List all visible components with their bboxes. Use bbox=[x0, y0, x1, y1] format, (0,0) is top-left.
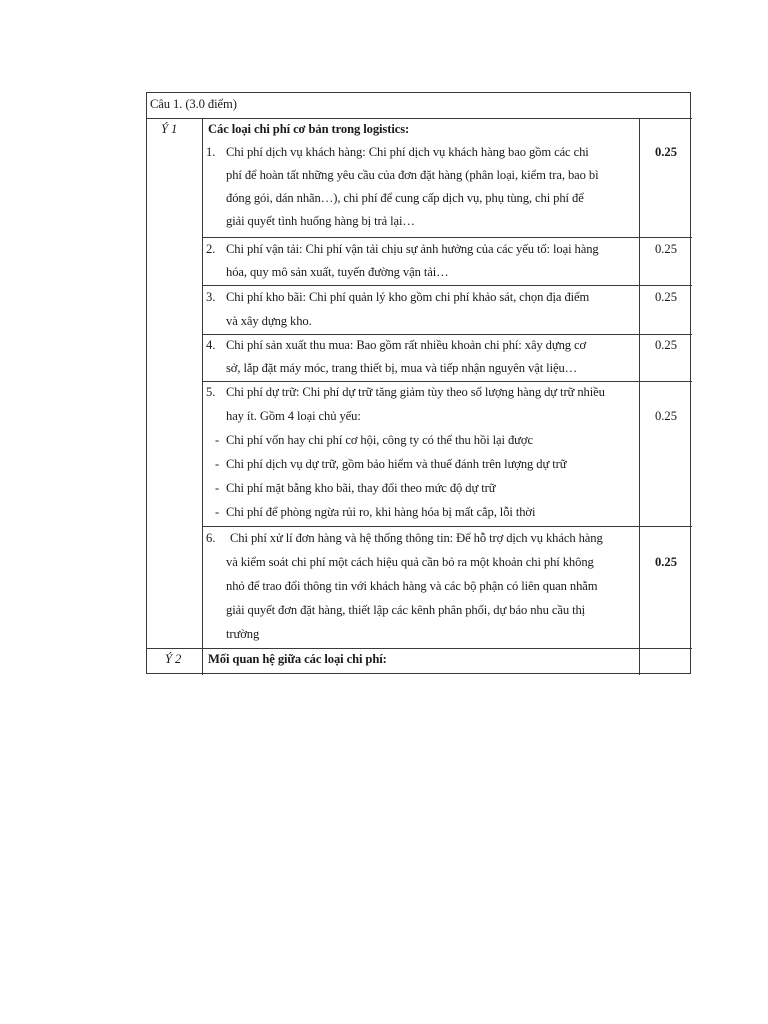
bullet-dash: - bbox=[215, 433, 220, 447]
col-divider-label bbox=[202, 118, 203, 675]
item-4-line: Chi phí sản xuất thu mua: Bao gồm rất nhiều khoản chi phí: xây dựng cơ bbox=[226, 338, 587, 352]
item-3-line: Chi phí kho bãi: Chi phí quản lý kho gồm chi phí khảo sát, chọn địa điểm bbox=[226, 290, 590, 304]
bullet-dash: - bbox=[215, 481, 220, 495]
item-1-score: 0.25 bbox=[654, 145, 678, 159]
item-4-line: sở, lắp đặt máy móc, trang thiết bị, mua và tiếp nhận nguyên vật liệu… bbox=[226, 361, 578, 375]
item-3-number: 3. bbox=[206, 290, 216, 304]
item-4-number: 4. bbox=[206, 338, 216, 352]
item-6-number: 6. bbox=[206, 531, 216, 545]
item-1-line: giải quyết tình huống hàng bị trả lại… bbox=[226, 214, 415, 228]
y2-heading: Mối quan hệ giữa các loại chi phí: bbox=[208, 652, 387, 666]
item-1-number: 1. bbox=[206, 145, 216, 159]
item-2-line: Chi phí vận tải: Chi phí vận tải chịu sự ảnh hưởng của các yếu tố: loại hàng bbox=[226, 242, 599, 256]
item-1-line: phí để hoàn tất những yêu cầu của đơn đặt hàng (phân loại, kiểm tra, bao bì bbox=[226, 168, 599, 182]
item-5-number: 5. bbox=[206, 385, 216, 399]
item-6-line: nhỏ để trao đổi thông tin với khách hàng và các bộ phận có liên quan nhằm bbox=[226, 579, 598, 593]
bullet-dash: - bbox=[215, 505, 220, 519]
item-5-line: hay ít. Gồm 4 loại chủ yếu: bbox=[226, 409, 361, 423]
item-2-score: 0.25 bbox=[654, 242, 678, 256]
item-5-bullet: Chi phí dịch vụ dự trữ, gồm bảo hiểm và thuế đánh trên lượng dự trữ bbox=[226, 457, 567, 471]
item-6-score: 0.25 bbox=[654, 555, 678, 569]
item-6-line: Chi phí xử lí đơn hàng và hệ thống thông tin: Để hỗ trợ dịch vụ khách hàng bbox=[230, 531, 603, 545]
question-title: Câu 1. (3.0 điểm) bbox=[150, 97, 237, 111]
item-5-bullet: Chi phí vốn hay chi phí cơ hội, công ty có thể thu hồi lại được bbox=[226, 433, 533, 447]
item-5-bullet: Chi phí để phòng ngừa rủi ro, khi hàng hóa bị mất cắp, lỗi thời bbox=[226, 505, 536, 519]
bullet-dash: - bbox=[215, 457, 220, 471]
item-4-score: 0.25 bbox=[654, 338, 678, 352]
answer-table bbox=[146, 92, 691, 674]
item-6-line: trường bbox=[226, 627, 260, 641]
item-1-line: đóng gói, dán nhãn…), chi phí để cung cấp dịch vụ, phụ tùng, chi phí để bbox=[226, 191, 584, 205]
item-6-line: giải quyết đơn đặt hàng, thiết lập các kênh phân phối, dự báo nhu cầu thị bbox=[226, 603, 586, 617]
item-5-score: 0.25 bbox=[654, 409, 678, 423]
item-3-line: và xây dựng kho. bbox=[226, 314, 312, 328]
item-2-line: hóa, quy mô sản xuất, tuyến đường vận tải… bbox=[226, 265, 449, 279]
y2-label: Ý 2 bbox=[165, 652, 182, 666]
item-2-number: 2. bbox=[206, 242, 216, 256]
item-5-line: Chi phí dự trữ: Chi phí dự trữ tăng giảm tùy theo số lượng hàng dự trữ nhiều bbox=[226, 385, 605, 399]
item-3-score: 0.25 bbox=[654, 290, 678, 304]
y1-heading: Các loại chi phí cơ bản trong logistics: bbox=[208, 122, 410, 136]
col-divider-score bbox=[639, 118, 640, 675]
item-6-line: và kiểm soát chi phí một cách hiệu quả cần bỏ ra một khoản chi phí không bbox=[226, 555, 594, 569]
item-5-bullet: Chi phí mặt bằng kho bãi, thay đổi theo mức độ dự trữ bbox=[226, 481, 496, 495]
item-1-line: Chi phí dịch vụ khách hàng: Chi phí dịch vụ khách hàng bao gồm các chi bbox=[226, 145, 589, 159]
y1-label: Ý 1 bbox=[161, 122, 178, 136]
